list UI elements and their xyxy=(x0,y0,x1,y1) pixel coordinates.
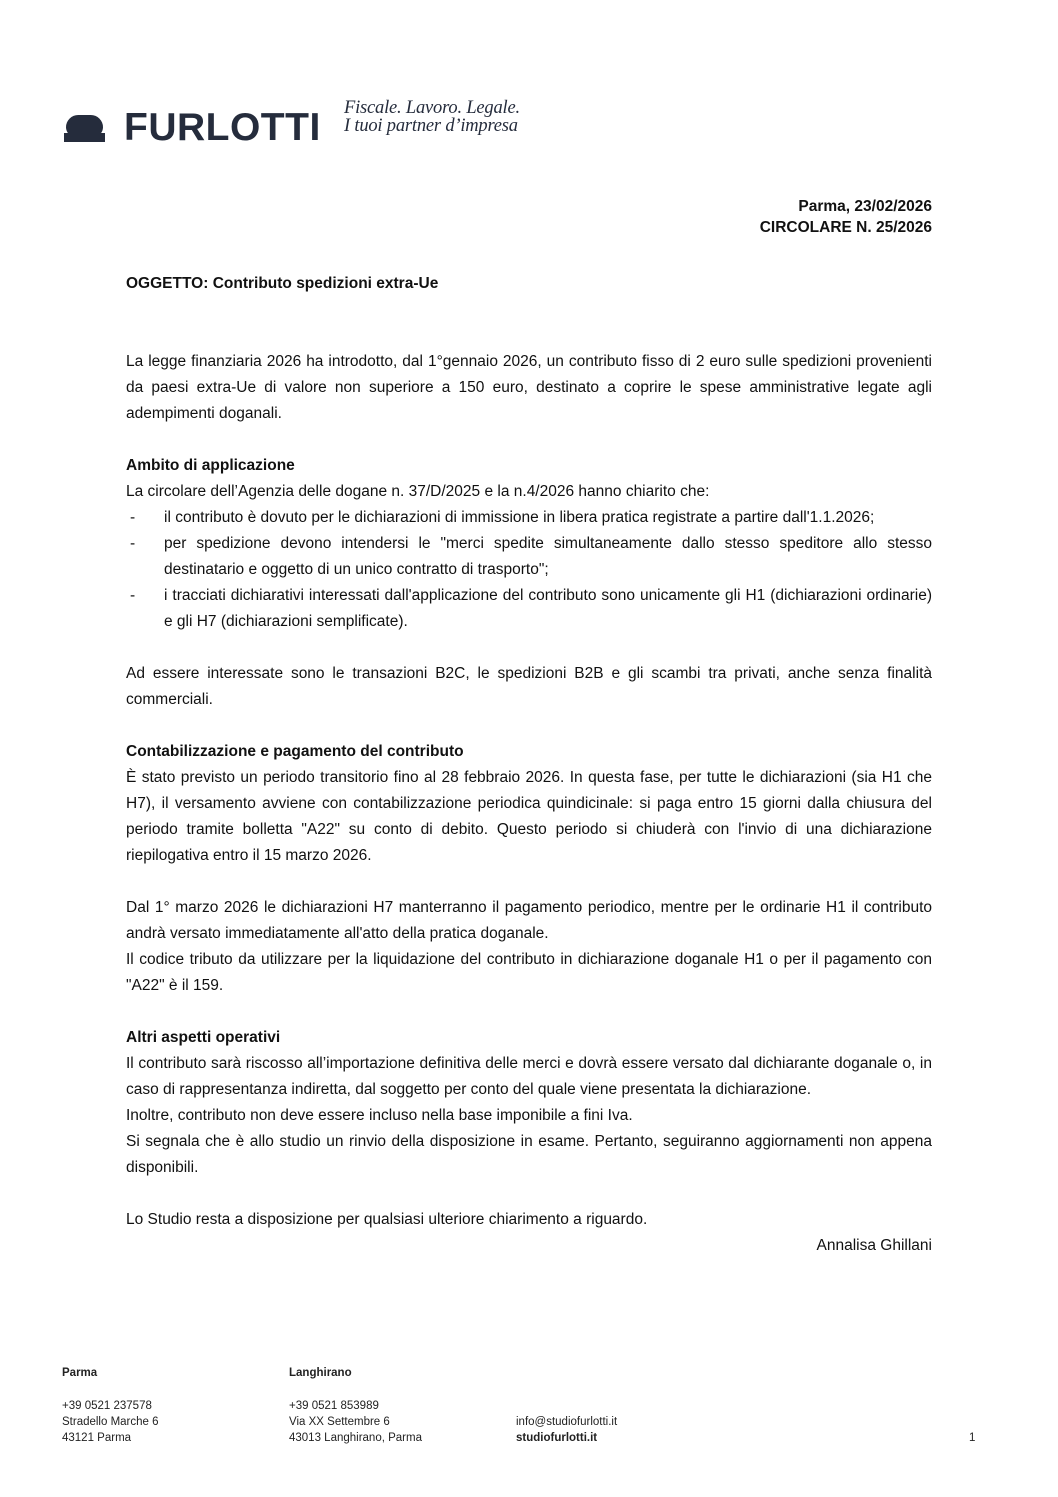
office-city: 43121 Parma xyxy=(62,1432,132,1444)
dash-bullet-icon: - xyxy=(130,535,136,552)
website-link[interactable]: studiofurlotti.it xyxy=(516,1432,598,1444)
scope-lead: La circolare dell’Agenzia delle dogane n. 37/D/2025 e la n.4/2026 hanno chiarito che: xyxy=(126,483,710,500)
subject-line: OGGETTO: Contributo spedizioni extra-Ue xyxy=(126,275,439,292)
dash-bullet-icon: - xyxy=(130,509,136,526)
tagline-line-1: Fiscale. Lavoro. Legale. xyxy=(344,98,520,118)
office-street: Stradello Marche 6 xyxy=(62,1416,159,1428)
place-date: Parma, 23/02/2026 xyxy=(798,198,932,215)
bullet-text: i tracciati dichiarativi interessati dall'applicazione del contributo sono unicamente gli H1 (dichiarazioni ordinarie) e gli H7 (dichiarazioni semplificate). xyxy=(164,587,932,630)
tagline-line-2: I tuoi partner d’impresa xyxy=(344,116,518,136)
other-paragraph-2: Inoltre, contributo non deve essere incluso nella base imponibile a fini Iva. xyxy=(126,1107,633,1124)
document-meta xyxy=(760,196,932,238)
payment-paragraph-1: È stato previsto un periodo transitorio fino al 28 febbraio 2026. In questa fase, per tutte le dichiarazioni (sia H1 che H7), il versamento avviene con contabilizzazione periodica quindicinale: si paga entro 15 giorni dalla chiusura del periodo tramite bolletta "A22" su conto di debito. Questo periodo si chiuderà con l'invio di una dichiarazione riepilogativa entro il 15 marzo 2026. xyxy=(126,769,932,864)
contact-web xyxy=(516,1414,617,1446)
page-number: 1 xyxy=(969,1432,976,1444)
office-title: Parma xyxy=(62,1367,98,1379)
office-langhirano xyxy=(289,1365,422,1446)
letter-body xyxy=(126,271,932,1259)
bullet-item xyxy=(126,583,932,635)
circular-number: CIRCOLARE N. 25/2026 xyxy=(759,219,932,236)
brand-name: FURLOTTI xyxy=(124,106,321,149)
bullet-item xyxy=(126,505,932,531)
section-heading-scope: Ambito di applicazione xyxy=(126,457,295,474)
office-phone[interactable]: +39 0521 237578 xyxy=(62,1400,152,1412)
payment-paragraph-2: Dal 1° marzo 2026 le dichiarazioni H7 manterranno il pagamento periodico, mentre per le ordinarie H1 il contributo andrà versato immediatamente all'atto della pratica doganale. xyxy=(126,899,932,942)
intro-paragraph: La legge finanziaria 2026 ha introdotto, dal 1°gennaio 2026, un contributo fisso di 2 euro sulle spedizioni provenienti da paesi extra-Ue di valore non superiore a 150 euro, destinato a coprire le spese amministrative legate agli adempimenti doganali. xyxy=(126,353,932,422)
brand-tagline xyxy=(344,99,584,135)
email-link[interactable]: info@studiofurlotti.it xyxy=(516,1416,618,1428)
dash-bullet-icon: - xyxy=(130,587,136,604)
signature: Annalisa Ghillani xyxy=(816,1237,932,1254)
section-heading-other: Altri aspetti operativi xyxy=(126,1029,281,1046)
bullet-item xyxy=(126,531,932,583)
office-title: Langhirano xyxy=(289,1367,352,1379)
section-heading-payment: Contabilizzazione e pagamento del contributo xyxy=(126,743,464,760)
bullet-text: il contributo è dovuto per le dichiarazioni di immissione in libera pratica registrate a partire dall'1.1.2026; xyxy=(164,509,875,526)
office-city: 43013 Langhirano, Parma xyxy=(289,1432,422,1444)
office-phone[interactable]: +39 0521 853989 xyxy=(289,1400,379,1412)
closing-paragraph: Lo Studio resta a disposizione per qualsiasi ulteriore chiarimento a riguardo. xyxy=(126,1211,648,1228)
other-paragraph-1: Il contributo sarà riscosso all’importazione definitiva delle merci e dovrà essere versato dal dichiarante doganale o, in caso di rappresentanza indiretta, dal soggetto per conto del quale viene presentata la dichiarazione. xyxy=(126,1055,932,1098)
logo-mark-icon xyxy=(64,116,106,142)
payment-paragraph-3: Il codice tributo da utilizzare per la liquidazione del contributo in dichiarazione doganale H1 o per il pagamento con "A22" è il 159. xyxy=(126,951,932,994)
other-paragraph-3: Si segnala che è allo studio un rinvio della disposizione in esame. Pertanto, seguiranno aggiornamenti non appena disponibili. xyxy=(126,1133,932,1176)
scope-after-paragraph: Ad essere interessate sono le transazioni B2C, le spedizioni B2B e gli scambi tra privati, anche senza finalità commerciali. xyxy=(126,665,932,708)
office-parma xyxy=(62,1365,159,1446)
office-street: Via XX Settembre 6 xyxy=(289,1416,390,1428)
scope-bullet-list xyxy=(126,505,932,635)
bullet-text: per spedizione devono intendersi le "merci spedite simultaneamente dallo stesso speditore allo stesso destinatario e oggetto di un unico contratto di trasporto"; xyxy=(164,535,932,578)
